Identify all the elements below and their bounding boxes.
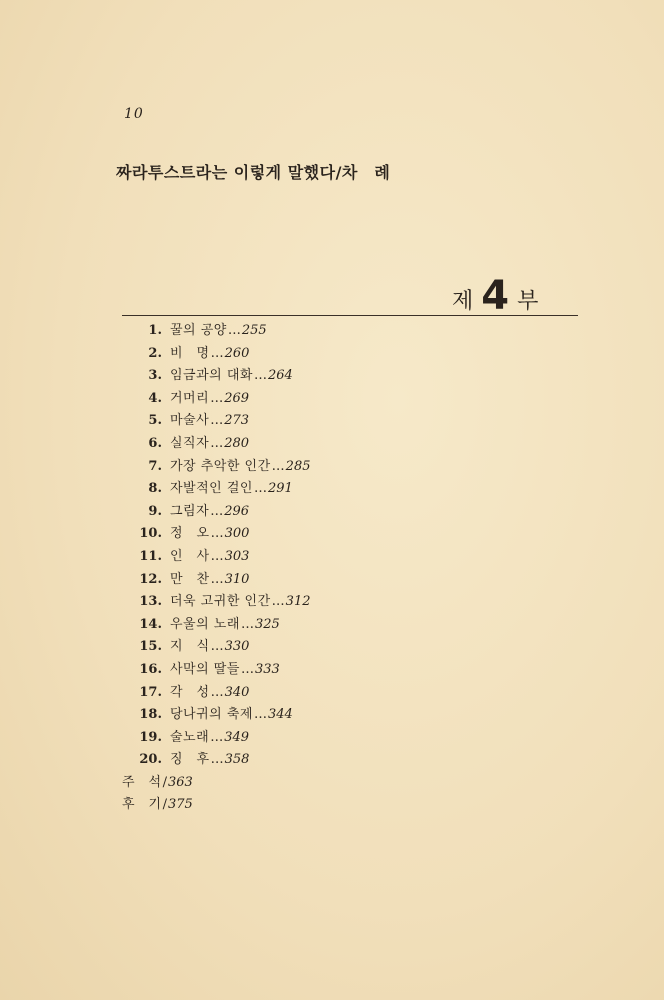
toc-entry-page: 363 xyxy=(168,774,193,790)
toc-entry-number: 9. xyxy=(148,503,162,519)
toc-entry-title: 그림자 xyxy=(170,503,210,519)
toc-entry-separator: … xyxy=(210,503,224,519)
toc-entry-page: 273 xyxy=(224,413,250,429)
toc-entry xyxy=(122,501,562,524)
toc-entry-title: 더욱 고귀한 인간 xyxy=(170,594,271,610)
toc-entry-number: 5. xyxy=(148,413,162,429)
page-number: 10 xyxy=(124,106,144,122)
toc-entry xyxy=(122,749,562,772)
toc-entry xyxy=(122,704,562,727)
toc-entry-title: 가장 추악한 인간 xyxy=(170,458,271,474)
toc-entry-title: 거머리 xyxy=(170,390,210,406)
toc-entry-page: 296 xyxy=(224,503,250,519)
toc-entry-page: 312 xyxy=(285,594,311,610)
toc-entry xyxy=(122,365,562,388)
toc-entry-page: 325 xyxy=(254,616,280,632)
heading-divider xyxy=(122,315,578,316)
toc-entry xyxy=(122,388,562,411)
toc-entry-page: 310 xyxy=(224,571,250,587)
toc-entry-title: 우울의 노래 xyxy=(170,616,240,632)
toc-entry-number: 1. xyxy=(148,323,162,338)
toc-entry-separator: … xyxy=(210,548,224,564)
toc-entry-separator: … xyxy=(271,594,285,610)
toc-entry-number: 3. xyxy=(148,368,162,384)
toc-entry-page: 375 xyxy=(168,797,193,813)
toc-entry-title: 실직자 xyxy=(170,435,210,451)
toc-entry-separator: … xyxy=(210,752,224,768)
toc-entry-title: 사막의 딸들 xyxy=(170,661,240,677)
toc-entry-title: 정 오 xyxy=(170,526,210,542)
toc-entry-page: 358 xyxy=(224,752,250,768)
toc-entry-separator: … xyxy=(210,684,224,700)
toc-entry xyxy=(122,433,562,456)
toc-entry xyxy=(122,320,562,343)
toc-entry-page: 303 xyxy=(224,548,250,564)
toc-entry-title: 각 성 xyxy=(170,684,210,700)
toc-entry xyxy=(122,410,562,433)
toc-entry-title: 인 사 xyxy=(170,548,210,564)
table-of-contents xyxy=(122,320,562,817)
toc-entry-title: 임금과의 대화 xyxy=(170,368,253,384)
toc-entry-page: 333 xyxy=(254,661,280,677)
toc-entry-number: 13. xyxy=(139,594,162,610)
toc-entry-title: 자발적인 걸인 xyxy=(170,481,253,497)
part-heading-suffix: 부 xyxy=(517,289,539,314)
toc-entry-page: 349 xyxy=(224,729,250,745)
toc-entry-number: 11. xyxy=(139,548,162,564)
toc-entry-number: 4. xyxy=(148,390,162,406)
toc-entry-page: 330 xyxy=(224,639,250,655)
toc-entry-number: 10. xyxy=(139,526,162,542)
toc-entry-separator: … xyxy=(253,481,267,497)
toc-entry xyxy=(122,523,562,546)
toc-entry xyxy=(122,636,562,659)
toc-entry-number: 15. xyxy=(139,639,162,655)
toc-entry-page: 285 xyxy=(285,458,311,474)
toc-entry-title: 만 찬 xyxy=(170,571,210,587)
toc-entry-page: 255 xyxy=(241,323,267,338)
toc-entry-number: 7. xyxy=(148,458,162,474)
toc-entry xyxy=(122,614,562,637)
toc-entry-separator: … xyxy=(210,729,224,745)
toc-entry-page: 269 xyxy=(224,390,250,406)
part-heading xyxy=(452,273,539,319)
toc-entry xyxy=(122,569,562,592)
toc-entry xyxy=(122,682,562,705)
book-title: 짜라투스트라는 이렇게 말했다/차 례 xyxy=(116,163,391,182)
toc-entry xyxy=(122,478,562,501)
toc-entry-page: 280 xyxy=(224,435,250,451)
toc-entry xyxy=(122,456,562,479)
toc-entry-separator: / xyxy=(162,774,168,790)
toc-entry-page: 344 xyxy=(267,707,293,723)
toc-entry-number: 16. xyxy=(139,661,162,677)
toc-entry-page: 340 xyxy=(224,684,250,700)
toc-entry-number: 19. xyxy=(139,729,162,745)
toc-entry xyxy=(122,343,562,366)
toc-entry-separator: … xyxy=(210,413,224,429)
toc-entry-title: 비 명 xyxy=(170,345,210,361)
toc-entry-separator: … xyxy=(210,345,224,361)
toc-entry-separator: … xyxy=(210,435,224,451)
toc-entry-number: 8. xyxy=(148,481,162,497)
toc-entry-separator: … xyxy=(210,526,224,542)
toc-entry-number: 20. xyxy=(139,752,162,768)
toc-entry-separator: … xyxy=(240,616,254,632)
toc-entry xyxy=(122,659,562,682)
toc-entry-page: 260 xyxy=(224,345,250,361)
toc-entry-separator: … xyxy=(240,661,254,677)
toc-entry-separator: … xyxy=(253,368,267,384)
toc-entry xyxy=(122,772,562,795)
toc-entry xyxy=(122,591,562,614)
toc-entry-page: 300 xyxy=(224,526,250,542)
toc-entry-title: 주 석 xyxy=(122,774,162,790)
toc-entry-title: 당나귀의 축제 xyxy=(170,707,253,723)
toc-entry-number: 2. xyxy=(148,345,162,361)
toc-entry-title: 술노래 xyxy=(170,729,210,745)
toc-entry-separator: / xyxy=(162,797,168,813)
toc-entry-number: 12. xyxy=(139,571,162,587)
toc-entry-separator: … xyxy=(210,571,224,587)
part-heading-number: 4 xyxy=(481,273,510,319)
part-heading-prefix: 제 xyxy=(452,289,474,314)
toc-entry xyxy=(122,794,562,817)
toc-entry-page: 264 xyxy=(267,368,293,384)
toc-entry-separator: … xyxy=(271,458,285,474)
toc-entry-title: 징 후 xyxy=(170,752,210,768)
toc-entry-title: 마술사 xyxy=(170,413,210,429)
toc-entry-separator: … xyxy=(210,390,224,406)
toc-entry-title: 후 기 xyxy=(122,797,162,813)
toc-entry-separator: … xyxy=(253,707,267,723)
toc-entry-page: 291 xyxy=(267,481,293,497)
toc-entry-number: 17. xyxy=(139,684,162,700)
toc-entry xyxy=(122,546,562,569)
toc-entry-number: 18. xyxy=(139,707,162,723)
toc-entry xyxy=(122,727,562,750)
toc-entry-separator: … xyxy=(210,639,224,655)
toc-entry-title: 지 식 xyxy=(170,639,210,655)
toc-entry-title: 꿀의 공양 xyxy=(170,323,227,338)
toc-entry-number: 14. xyxy=(139,616,162,632)
toc-entry-separator: … xyxy=(227,323,241,338)
toc-entry-number: 6. xyxy=(148,435,162,451)
